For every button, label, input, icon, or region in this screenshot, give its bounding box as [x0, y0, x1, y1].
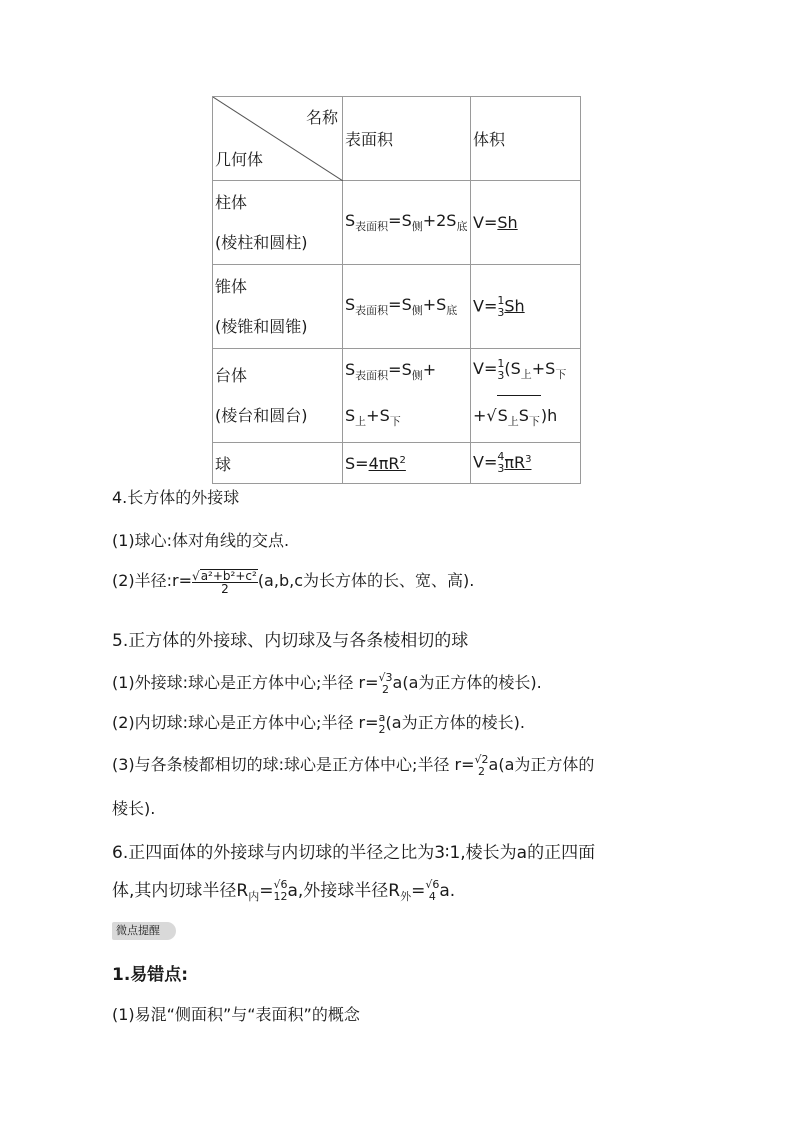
row-name: 锥体 [215, 276, 248, 296]
tip-item-1: (1)易混“侧面积”与“表面积”的概念 [112, 1005, 360, 1024]
header-surface: 表面积 [343, 97, 471, 181]
surface-formula: $S_{表面积}=S_侧+S_底$ [343, 265, 471, 349]
tip-badge: 微点提醒 [112, 922, 176, 940]
s4-2-suffix: (a,b,c为长方体的长、宽、高). [257, 571, 475, 590]
radius-fraction: $\frac{\text{√a²+b²+c²}}{2}$ [192, 568, 257, 596]
surface-formula: $S_{表面积}=S_侧+2S_底$ [343, 181, 471, 265]
radius-fraction: a 2 [378, 710, 386, 736]
row-name: 柱体 [215, 192, 248, 212]
geometry-formula-table [212, 96, 581, 484]
s5-2-prefix: (2)内切球:球心是正方体中心;半径 r= [112, 713, 379, 732]
header-volume: 体积 [471, 97, 581, 181]
table-header-diagonal-cell [213, 97, 343, 181]
radius-fraction: √3 2 [378, 670, 393, 696]
volume-formula: V= 1 3 ($S_上+S_下$ $+√S_上S_下)h$ [471, 349, 581, 443]
s5-1-prefix: (1)外接球:球心是正方体中心;半径 r= [112, 673, 379, 692]
s4-2-prefix: (2)半径:r= [112, 571, 193, 590]
section-6-line-1: 6.正四面体的外接球与内切球的半径之比为3∶1,棱长为a的正四面 [112, 843, 596, 863]
row-sub: (棱台和圆台) [215, 405, 308, 425]
section-5-item-2 [112, 710, 525, 736]
table-row [213, 181, 581, 265]
row-name: 台体 [215, 365, 248, 385]
header-row-label: 几何体 [215, 150, 264, 169]
row-sub: (棱柱和圆柱) [215, 232, 308, 252]
section-5-item-1 [112, 670, 542, 696]
outer-radius-fraction: √6 4 [425, 878, 440, 903]
table-row [213, 349, 581, 443]
row-name-cell [213, 181, 343, 265]
s5-3-suffix: a(a为正方体的 [488, 755, 595, 774]
section-5-title: 5.正方体的外接球、内切球及与各条棱相切的球 [112, 631, 469, 651]
section-5-item-3-cont: 棱长). [112, 799, 156, 818]
row-name-cell [213, 265, 343, 349]
s6-text-a: 体,其内切球半径R [112, 881, 249, 901]
radius-fraction: √2 2 [474, 752, 489, 778]
s6-text-c: a. [439, 881, 456, 901]
volume-formula: V= 4 3 $\pi R^3$ [471, 443, 581, 484]
surface-formula: $S=4\pi R^2$ [343, 443, 471, 484]
section-6-line-2: 体,其内切球半径$R_内=$ √6 12 a,外接球半径$R_外=$ √6 4 a. [112, 878, 456, 903]
row-sub: (棱锥和圆锥) [215, 316, 308, 336]
row-name: 球 [213, 443, 343, 484]
volume-formula: V=Sh [471, 181, 581, 265]
surface-formula: $S_{表面积}=S_侧+$ $S_上+S_下$ [343, 349, 471, 443]
s6-text-b: a,外接球半径R [287, 881, 401, 901]
s5-3-prefix: (3)与各条棱都相切的球:球心是正方体中心;半径 r= [112, 755, 475, 774]
volume-formula: V= 1 3 Sh [471, 265, 581, 349]
section-5-item-3 [112, 752, 594, 778]
inner-radius-fraction: √6 12 [273, 878, 288, 903]
s5-1-suffix: a(a为正方体的棱长). [392, 673, 542, 692]
section-4-item-2 [112, 568, 474, 595]
row-name-cell [213, 349, 343, 443]
tip-title: 1.易错点: [112, 965, 189, 985]
header-col-label: 名称 [305, 108, 338, 127]
section-4-item-1: (1)球心:体对角线的交点. [112, 531, 290, 550]
table-row [213, 265, 581, 349]
table-row [213, 443, 581, 484]
s5-2-suffix: (a为正方体的棱长). [385, 713, 525, 732]
section-4-title: 4.长方体的外接球 [112, 488, 240, 507]
